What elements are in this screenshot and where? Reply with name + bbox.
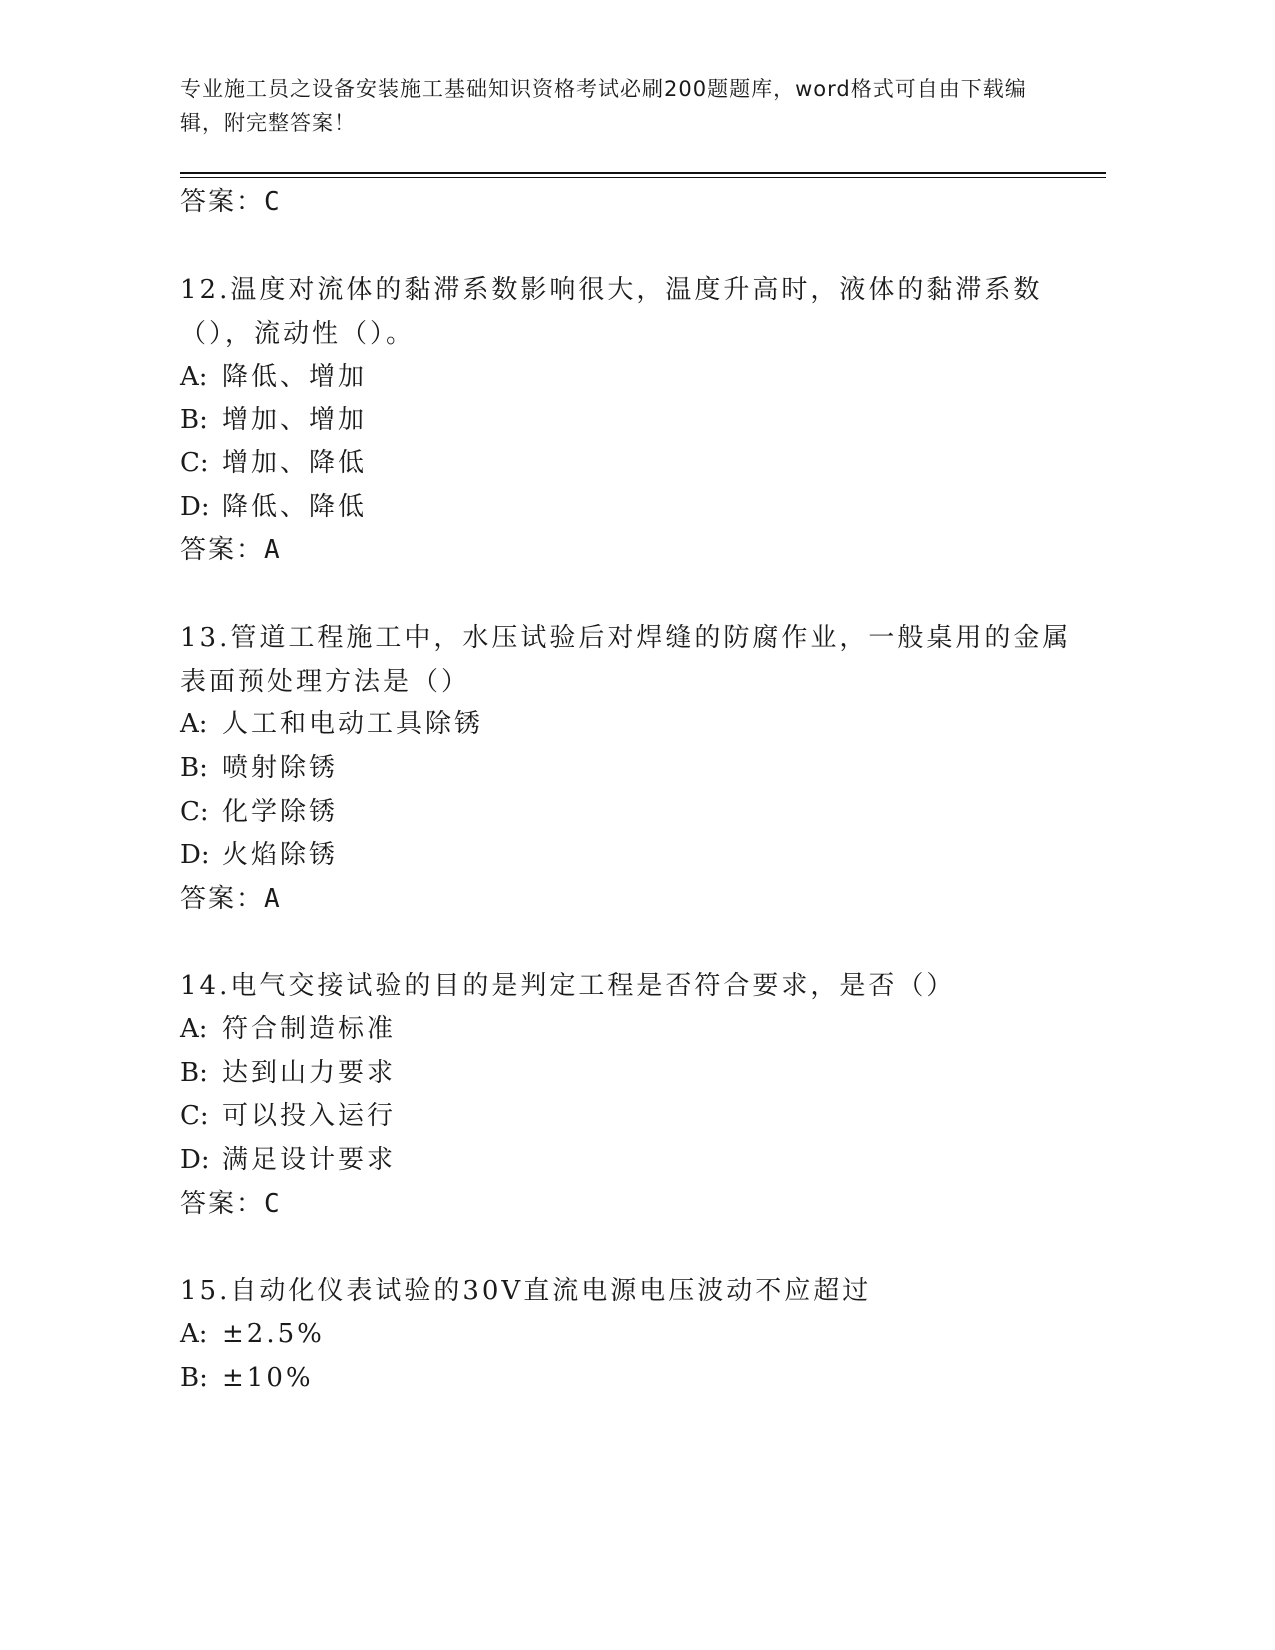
option-key: A: bbox=[180, 1319, 208, 1349]
option-key: B: bbox=[180, 753, 208, 783]
answer-label: 答案： bbox=[180, 187, 265, 217]
answer-label: 答案： bbox=[180, 535, 265, 565]
answer-label: 答案： bbox=[180, 1189, 265, 1219]
question-text: 12.温度对流体的黏滞系数影响很大，温度升高时，液体的黏滞系数（），流动性（）。 bbox=[180, 275, 1043, 349]
answer-line bbox=[180, 882, 282, 916]
option-item bbox=[180, 360, 367, 394]
option-text: 降低、降低 bbox=[222, 492, 368, 522]
option-text: 化学除锈 bbox=[222, 797, 339, 827]
option-key: B: bbox=[180, 1363, 208, 1393]
option-key: D: bbox=[180, 840, 210, 870]
document-header: 专业施工员之设备安装施工基础知识资格考试必刷200题题库，word格式可自由下载编辑，附完整答案！ bbox=[180, 77, 1027, 135]
answer-value: A bbox=[264, 884, 282, 914]
option-text: 人工和电动工具除锈 bbox=[222, 709, 484, 739]
option-text: 符合制造标准 bbox=[222, 1014, 397, 1044]
option-key: A: bbox=[180, 1014, 208, 1044]
option-text: 降低、增加 bbox=[222, 362, 368, 392]
question-text: 14.电气交接试验的目的是判定工程是否符合要求，是否（） bbox=[180, 971, 956, 1001]
option-key: A: bbox=[180, 709, 208, 739]
option-text: ±10% bbox=[222, 1363, 314, 1393]
question-text: 15.自动化仪表试验的30V直流电源电压波动不应超过 bbox=[180, 1276, 872, 1306]
option-text: 达到山力要求 bbox=[222, 1058, 397, 1088]
option-item bbox=[180, 707, 483, 741]
option-item bbox=[180, 751, 338, 785]
option-key: B: bbox=[180, 405, 208, 435]
option-item bbox=[180, 795, 338, 829]
option-item bbox=[180, 490, 367, 524]
answer-line bbox=[180, 185, 282, 219]
answer-value: A bbox=[264, 535, 282, 565]
option-text: 火焰除锈 bbox=[222, 840, 339, 870]
header-rule-thick bbox=[180, 172, 1106, 174]
option-text: 喷射除锈 bbox=[222, 753, 339, 783]
option-item bbox=[180, 446, 367, 480]
option-text: ±2.5% bbox=[222, 1319, 325, 1349]
option-item bbox=[180, 838, 338, 872]
option-item bbox=[180, 1143, 396, 1177]
option-item bbox=[180, 1056, 396, 1090]
option-key: D: bbox=[180, 492, 210, 522]
option-text: 增加、增加 bbox=[222, 405, 368, 435]
option-key: A: bbox=[180, 362, 208, 392]
header-rule-thin bbox=[180, 177, 1106, 178]
option-key: C: bbox=[180, 448, 209, 478]
answer-value: C bbox=[264, 1189, 282, 1219]
option-key: D: bbox=[180, 1145, 210, 1175]
option-item bbox=[180, 1012, 396, 1046]
option-text: 满足设计要求 bbox=[222, 1145, 397, 1175]
answer-value: C bbox=[264, 187, 282, 217]
option-item bbox=[180, 1361, 314, 1395]
answer-line bbox=[180, 1187, 282, 1221]
option-text: 增加、降低 bbox=[222, 448, 368, 478]
option-key: C: bbox=[180, 797, 209, 827]
answer-line bbox=[180, 533, 282, 567]
option-item bbox=[180, 1317, 325, 1351]
option-item bbox=[180, 403, 367, 437]
question-text: 13.管道工程施工中，水压试验后对焊缝的防腐作业，一般桌用的金属表面预处理方法是（） bbox=[180, 623, 1072, 697]
answer-label: 答案： bbox=[180, 884, 265, 914]
option-key: C: bbox=[180, 1101, 209, 1131]
option-item bbox=[180, 1099, 396, 1133]
option-key: B: bbox=[180, 1058, 208, 1088]
option-text: 可以投入运行 bbox=[222, 1101, 397, 1131]
